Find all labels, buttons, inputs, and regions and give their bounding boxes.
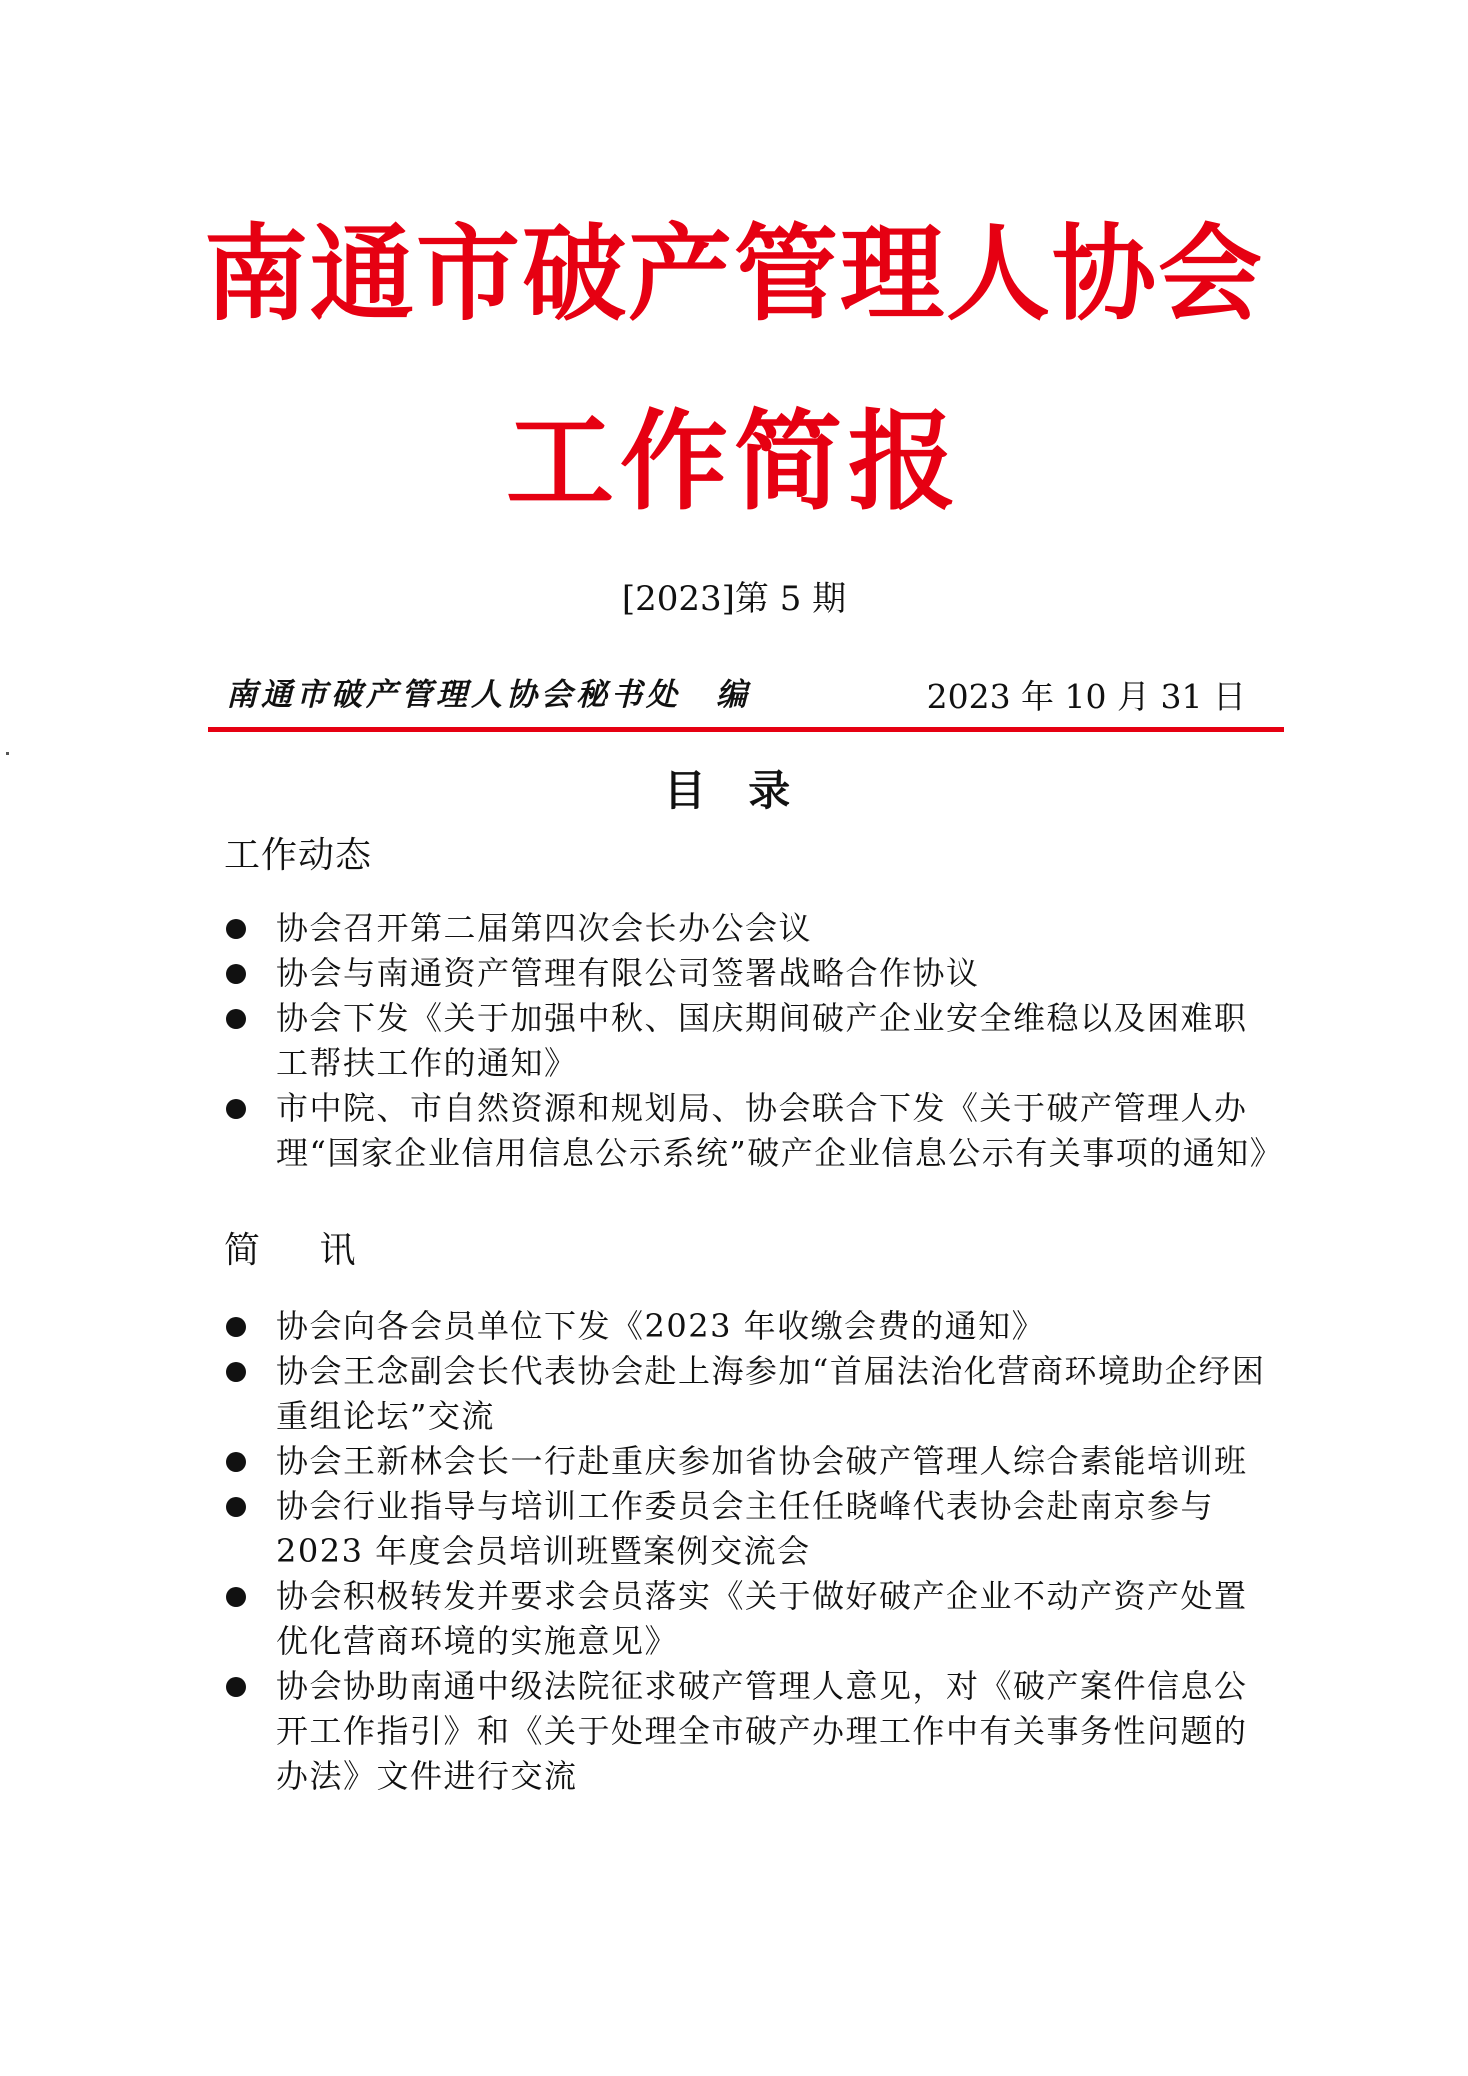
bulletin-title-line2: 工作简报 [505,399,962,525]
toc-item [224,1086,1284,1176]
bullet-icon [226,964,246,984]
issue-number: [2023]第 5 期 [621,579,847,619]
toc-item [224,1664,1276,1799]
toc-item-text: 协会王新林会长一行赴重庆参加省协会破产管理人综合素能培训班 [276,1442,1248,1480]
bullet-icon [226,1497,246,1517]
bullet-icon [226,919,246,939]
red-divider [208,727,1284,732]
toc-list [224,1304,1324,1799]
toc-section-work-news [224,835,1324,1176]
bullet-icon [226,1677,246,1697]
toc-item-text: 协会与南通资产管理有限公司签署战略合作协议 [276,954,980,992]
toc-title: 目 录 [663,766,805,815]
toc-item-text: 协会召开第二届第四次会长办公会议 [276,909,813,947]
toc-item [224,1574,1276,1664]
toc-item-text: 协会向各会员单位下发《2023 年收缴会费的通知》 [276,1307,1046,1345]
bullet-icon [226,1452,246,1472]
toc-list [224,906,1324,1176]
bullet-icon [226,1587,246,1607]
toc-item [224,1349,1276,1439]
toc-item-text: 协会王念副会长代表协会赴上海参加“首届法治化营商环境助企纾困重组论坛”交流 [276,1352,1266,1435]
toc-item-text: 协会积极转发并要求会员落实《关于做好破产企业不动产资产处置优化营商环境的实施意见》 [276,1577,1248,1660]
toc-section-briefs [224,1230,1324,1799]
bullet-icon [226,1362,246,1382]
scan-mark [6,752,9,755]
editor-line: 南通市破产管理人协会秘书处 编 [226,677,751,713]
toc-item [224,951,1276,996]
toc-item-text: 协会行业指导与培训工作委员会主任任晓峰代表协会赴南京参与 2023 年度会员培训班暨案例交流会 [276,1487,1215,1570]
section-heading: 工作动态 [224,835,373,876]
publish-date: 2023 年 10 月 31 日 [926,677,1246,716]
toc-item-text: 协会下发《关于加强中秋、国庆期间破产企业安全维稳以及困难职工帮扶工作的通知》 [276,999,1248,1082]
bullet-icon [226,1099,246,1119]
toc-item [224,1304,1276,1349]
bullet-icon [226,1009,246,1029]
toc-item [224,1484,1276,1574]
bulletin-title-line1: 南通市破产管理人协会 [203,212,1264,335]
toc-item [224,1439,1276,1484]
toc-item [224,996,1276,1086]
toc-item-text: 协会协助南通中级法院征求破产管理人意见，对《破产案件信息公开工作指引》和《关于处理全市破产办理工作中有关事务性问题的办法》文件进行交流 [276,1667,1248,1795]
bullet-icon [226,1317,246,1337]
toc-item-text: 市中院、市自然资源和规划局、协会联合下发《关于破产管理人办理“国家企业信用信息公示系统”破产企业信息公示有关事项的通知》 [276,1089,1284,1172]
toc-item [224,906,1276,951]
section-heading: 简 讯 [224,1230,380,1271]
